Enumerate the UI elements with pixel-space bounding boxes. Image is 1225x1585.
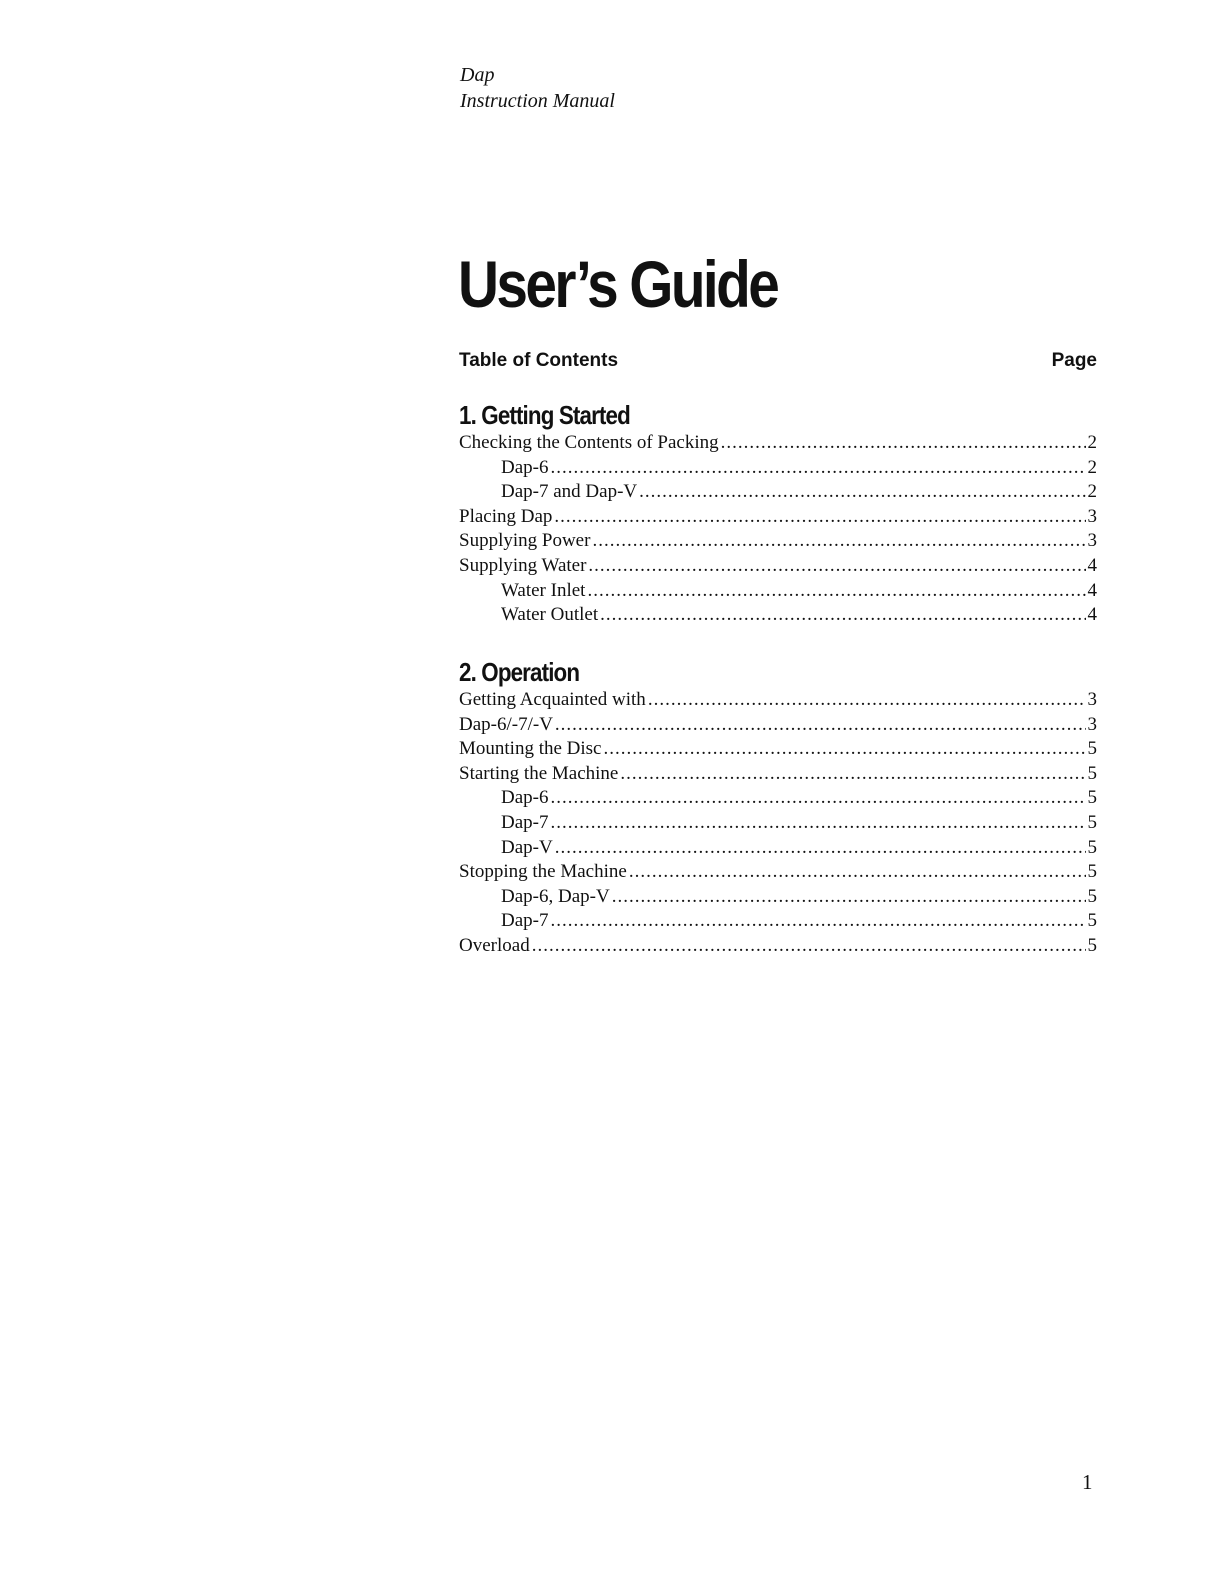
document-header bbox=[460, 62, 615, 114]
toc-entry bbox=[459, 909, 1097, 934]
toc-dot-leader bbox=[554, 505, 1085, 530]
toc-dot-leader bbox=[604, 737, 1086, 762]
toc-dot-leader bbox=[600, 603, 1085, 628]
toc-dot-leader bbox=[592, 529, 1085, 554]
toc-entry-page: 5 bbox=[1087, 910, 1097, 932]
toc-entry-label: Overload bbox=[459, 934, 530, 956]
toc-dot-leader bbox=[620, 762, 1085, 787]
toc-entry-label: Dap-7 bbox=[501, 811, 549, 833]
toc-entry bbox=[459, 480, 1097, 505]
toc-dot-leader bbox=[612, 885, 1086, 910]
toc-section-getting-started bbox=[459, 431, 1097, 628]
toc-entry-page: 3 bbox=[1087, 713, 1097, 735]
page-title: User’s Guide bbox=[458, 247, 778, 321]
toc-dot-leader bbox=[639, 480, 1085, 505]
toc-entry-page: 5 bbox=[1087, 738, 1097, 760]
toc-entry bbox=[459, 860, 1097, 885]
toc-entry-label: Water Inlet bbox=[501, 579, 586, 601]
toc-entry-label: Mounting the Disc bbox=[459, 738, 602, 760]
section-heading-getting-started: 1. Getting Started bbox=[459, 400, 630, 430]
toc-entry-page: 3 bbox=[1087, 689, 1097, 710]
toc-entry-label: Placing Dap bbox=[459, 505, 553, 527]
toc-dot-leader bbox=[550, 811, 1085, 836]
toc-entry bbox=[459, 934, 1097, 959]
toc-entry-page: 3 bbox=[1087, 505, 1097, 527]
page-number: 1 bbox=[1082, 1470, 1093, 1494]
toc-entry bbox=[459, 554, 1097, 579]
toc-entry bbox=[459, 713, 1097, 738]
toc-section-operation bbox=[459, 688, 1097, 959]
toc-entry-label: Stopping the Machine bbox=[459, 861, 627, 883]
toc-entry-label: Dap-6/-7/-V bbox=[459, 713, 553, 735]
toc-entry-label: Dap-V bbox=[501, 836, 553, 858]
toc-dot-leader bbox=[587, 579, 1085, 604]
toc-entry bbox=[459, 603, 1097, 628]
toc-entry-label: Dap-7 and Dap-V bbox=[501, 481, 638, 503]
toc-dot-leader bbox=[629, 860, 1086, 885]
toc-dot-leader bbox=[550, 786, 1085, 811]
toc-entry bbox=[459, 762, 1097, 787]
toc-entry bbox=[459, 431, 1097, 456]
toc-entry-page: 5 bbox=[1087, 787, 1097, 809]
toc-dot-leader bbox=[588, 554, 1085, 579]
toc-entry bbox=[459, 579, 1097, 604]
toc-page-label: Page bbox=[1051, 350, 1097, 371]
toc-entry-page: 5 bbox=[1087, 762, 1097, 784]
toc-entry bbox=[459, 505, 1097, 530]
toc-entry bbox=[459, 836, 1097, 861]
toc-entry-page: 4 bbox=[1087, 604, 1097, 626]
toc-entry-page: 5 bbox=[1087, 885, 1097, 907]
toc-entry-page: 2 bbox=[1087, 432, 1097, 453]
toc-entry-page: 4 bbox=[1087, 579, 1097, 601]
toc-entry-page: 2 bbox=[1087, 456, 1097, 478]
toc-entry-label: Supplying Power bbox=[459, 530, 591, 552]
toc-entry-label: Water Outlet bbox=[501, 604, 599, 626]
toc-dot-leader bbox=[555, 713, 1086, 738]
toc-entry-label: Getting Acquainted with bbox=[459, 689, 646, 710]
toc-entry-label: Dap-6, Dap-V bbox=[501, 885, 610, 907]
toc-dot-leader bbox=[550, 456, 1085, 481]
toc-entry-page: 4 bbox=[1087, 554, 1097, 576]
toc-dot-leader bbox=[555, 836, 1086, 861]
toc-entry-label: Starting the Machine bbox=[459, 762, 619, 784]
toc-entry-label: Supplying Water bbox=[459, 554, 587, 576]
toc-dot-leader bbox=[550, 909, 1085, 934]
toc-dot-leader bbox=[721, 431, 1086, 456]
toc-entry-page: 5 bbox=[1087, 861, 1097, 883]
toc-header bbox=[459, 350, 1097, 372]
toc-entry-label: Dap-6 bbox=[501, 456, 549, 478]
section-heading-operation: 2. Operation bbox=[459, 657, 580, 687]
toc-entry bbox=[459, 885, 1097, 910]
toc-entry bbox=[459, 456, 1097, 481]
toc-entry-page: 5 bbox=[1087, 934, 1097, 956]
toc-entry-page: 3 bbox=[1087, 530, 1097, 552]
toc-heading: Table of Contents bbox=[459, 350, 619, 371]
toc-entry-page: 5 bbox=[1087, 836, 1097, 858]
toc-entry-label: Checking the Contents of Packing bbox=[459, 432, 719, 453]
header-product-name: Dap bbox=[460, 64, 495, 86]
toc-entry-page: 2 bbox=[1087, 481, 1097, 503]
toc-entry bbox=[459, 529, 1097, 554]
toc-entry bbox=[459, 737, 1097, 762]
header-document-type: Instruction Manual bbox=[460, 90, 615, 112]
toc-entry bbox=[459, 786, 1097, 811]
toc-entry-page: 5 bbox=[1087, 811, 1097, 833]
toc-entry bbox=[459, 811, 1097, 836]
toc-entry-label: Dap-7 bbox=[501, 910, 549, 932]
toc-dot-leader bbox=[648, 688, 1086, 713]
toc-dot-leader bbox=[532, 934, 1086, 959]
toc-entry bbox=[459, 688, 1097, 713]
toc-entry-label: Dap-6 bbox=[501, 787, 549, 809]
